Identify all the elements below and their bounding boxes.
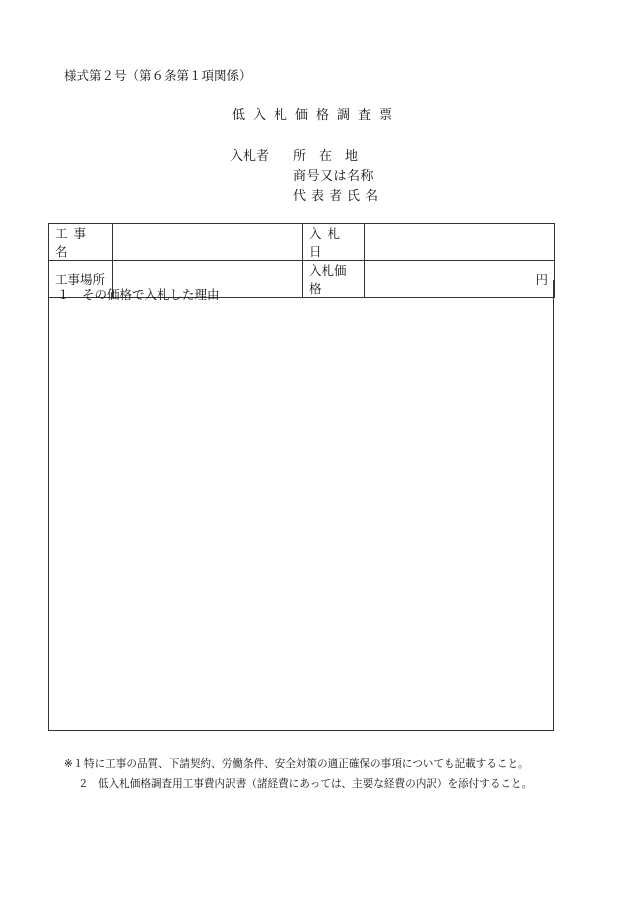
reason-heading: １ その価格で入札した理由 [57,287,220,302]
table-row [49,224,555,261]
construction-name-field[interactable] [113,224,303,261]
form-number: 様式第２号（第６条第１項関係） [64,68,252,83]
note-2-text: 低入札価格調査用工事費内訳書（諸経費にあっては、主要な経費の内訳）を添付すること。 [98,778,533,790]
bid-price-field[interactable]: 円 [365,261,555,298]
note-1-mark: ※１ [64,758,84,770]
bid-date-label: 入札日 [303,224,365,261]
note-2-mark: ２ [78,778,89,790]
bidder-representative-label: 代表者氏名 [293,189,384,204]
note-1 [64,756,529,771]
construction-name-label: 工事名 [49,224,113,261]
note-2 [78,776,532,791]
document-title: 低入札価格調査票 [232,108,401,123]
note-1-text: 特に工事の品質、下請契約、労働条件、安全対策の適正確保の事項についても記載すること。 [84,758,529,770]
construction-site-label: 工事場所 [49,261,113,298]
bidder-address-label: 所在地 [293,149,372,164]
bid-price-label: 入札価格 [303,261,365,298]
reason-box[interactable] [48,280,554,731]
bidder-label: 入札者 [230,149,270,164]
bidder-company-name-label: 商号又は名称 [293,169,375,184]
bid-date-field[interactable] [365,224,555,261]
